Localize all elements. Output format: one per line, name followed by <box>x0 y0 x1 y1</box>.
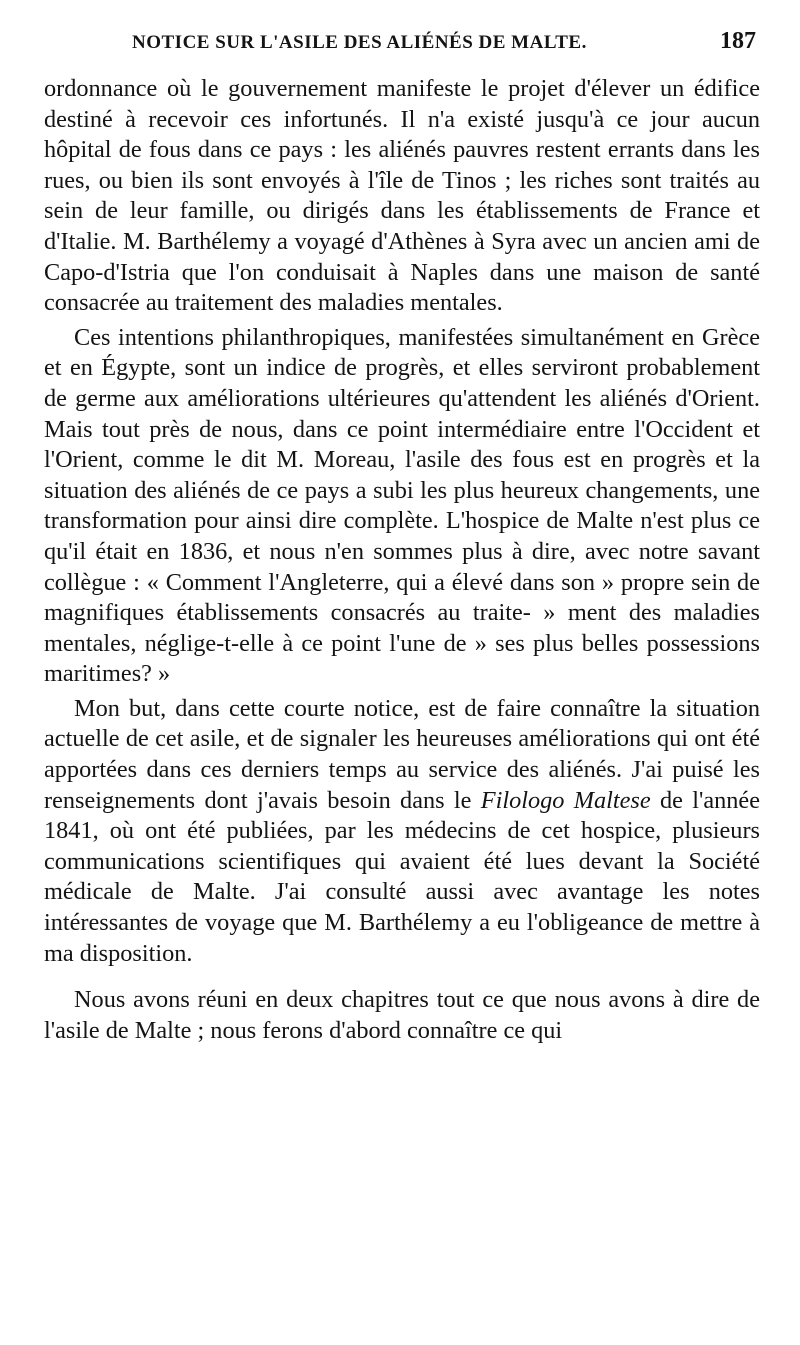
page-number: 187 <box>720 28 756 54</box>
paragraph-3-part-1: Mon but, dans cette courte notice, est de faire connaître la situation actuelle de cet asile, et de signaler les heureuses améliorations qui ont été apportées dans ces derniers temps au service des aliénés. J'ai puisé les renseignements dont j'avais besoin dans le <box>44 694 760 814</box>
paragraph-3 <box>44 694 760 969</box>
paragraph-3-part-2: de l'année 1841, où ont été publiées, par les médecins de cet hospice, plusieurs communications scientifiques qui avaient été lues devant la Société médicale de Malte. J'ai consulté aussi avec avantage les notes intéressantes de voyage que M. Barthélemy a eu l'obligeance de mettre à ma disposition. <box>44 786 760 967</box>
paragraph-4: Nous avons réuni en deux chapitres tout ce que nous avons à dire de l'asile de Malte ; nous ferons d'abord connaître ce qui <box>44 986 760 1044</box>
paragraph-2: Ces intentions philanthropiques, manifestées simultanément en Grèce et en Égypte, sont un indice de progrès, et elles serviront probablement de germe aux améliorations ultérieures qu'attendent les aliénés d'Orient. Mais tout près de nous, dans ce point intermédiaire entre l'Occident et l'Orient, comme le dit M. Moreau, l'asile des fous est en progrès et la situation des aliénés de ce pays a subi les plus heureux changements, une transformation pour ainsi dire complète. L'hospice de Malte n'est plus ce qu'il était en 1836, et nous n'en sommes plus à dire, avec notre savant collègue : « Comment l'Angleterre, qui a élevé dans son » propre sein de magnifiques établissements consacrés au traite- » ment des maladies mentales, néglige-t-elle à ce point l'une de » ses plus belles possessions maritimes? » <box>44 323 760 688</box>
running-title: NOTICE SUR L'ASILE DES ALIÉNÉS DE MALTE. <box>132 32 587 53</box>
body-text <box>44 74 760 1046</box>
book-page <box>44 28 760 1046</box>
paragraph-1: ordonnance où le gouvernement manifeste le projet d'élever un édifice destiné à recevoir ces infortunés. Il n'a existé jusqu'à ce jour aucun hôpital de fous dans ce pays : les aliénés pauvres restent errants dans les rues, ou bien ils sont envoyés à l'île de Tinos ; les riches sont traités au sein de leur famille, ou dirigés dans les établissements de France et d'Italie. M. Barthélemy a voyagé d'Athènes à Syra avec un ancien ami de Capo-d'Istria que l'on conduisait à Naples dans une maison de santé consacrée au traitement des maladies mentales. <box>44 75 760 317</box>
running-header <box>44 28 760 74</box>
journal-title-italic: Filologo Maltese <box>480 786 651 814</box>
